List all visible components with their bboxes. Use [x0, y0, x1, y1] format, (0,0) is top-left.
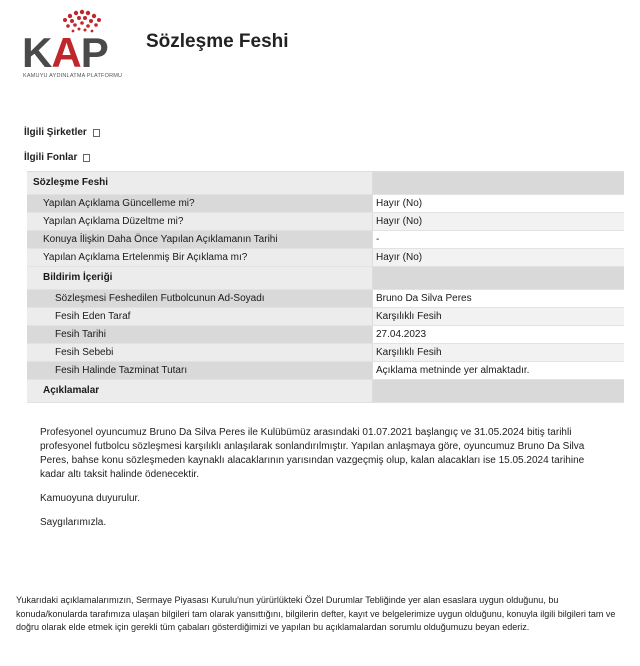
notice-title: Bildirim İçeriği — [27, 267, 372, 289]
explanations-title: Açıklamalar — [27, 380, 372, 402]
body-paragraph: Saygılarımızla. — [40, 517, 107, 528]
section-title: Sözleşme Feshi — [27, 172, 372, 194]
table-row — [27, 195, 624, 213]
logo-p: P — [80, 29, 108, 76]
row-label: Fesih Eden Taraf — [27, 308, 372, 325]
related-funds[interactable] — [24, 152, 90, 163]
row-value: 27.04.2023 — [372, 326, 624, 343]
row-label: Konuya İlişkin Daha Önce Yapılan Açıklamanın Tarihi — [27, 231, 372, 248]
explanation-body — [40, 426, 600, 540]
table-row — [27, 344, 624, 362]
row-value: Hayır (No) — [372, 249, 624, 266]
legal-disclaimer: Yukarıdaki açıklamalarımızın, Sermaye Piyasası Kurulu'nun yürürlükteki Özel Durumlar Tebliğinde yer alan esaslara uygun olduğunu, bu konuda/konularda tarafımıza ulaşan bilgileri tam olarak yansıttığını, bilgilerin defter, kayıt ve belgelerimize uygun olduğunu, konuyla ilgili bilgileri tam ve doğru olarak elde etmek için gerekli tüm çabaları gösterdiğimizi ve yapılan bu açıklamalardan sorumlu olduğumuzu beyan ederiz. — [16, 595, 616, 632]
row-value: Hayır (No) — [372, 195, 624, 212]
logo-wordmark — [22, 29, 108, 76]
page-title: Sözleşme Feshi — [146, 31, 289, 52]
row-value: Karşılıklı Fesih — [372, 344, 624, 361]
body-paragraph: Kamuoyuna duyurulur. — [40, 493, 141, 504]
table-row — [27, 231, 624, 249]
row-value: Karşılıklı Fesih — [372, 308, 624, 325]
kap-logo[interactable] — [22, 6, 134, 84]
expand-icon[interactable] — [93, 129, 100, 137]
logo-subtitle: KAMUYU AYDINLATMA PLATFORMU — [23, 73, 123, 79]
related-companies[interactable] — [24, 127, 100, 138]
table-row — [27, 290, 624, 308]
related-funds-label: İlgili Fonlar — [24, 152, 78, 163]
table-row — [27, 213, 624, 231]
row-value: Hayır (No) — [372, 213, 624, 230]
row-label: Yapılan Açıklama Güncelleme mi? — [27, 195, 372, 212]
row-value: Bruno Da Silva Peres — [372, 290, 624, 307]
expand-icon[interactable] — [83, 154, 90, 162]
header — [22, 6, 622, 86]
body-paragraph: Profesyonel oyuncumuz Bruno Da Silva Peres ile Kulübümüz arasındaki 01.07.2021 başlangıç ve 31.05.2024 bitiş tarihli profesyonel futbolcu sözleşmesi karşılıklı anlaşılarak sonlandırılmıştır. Yapılan anlaşmaya göre, oyuncumuz Bruno Da Silva Peres, bahse konu sözleşmeden kaynaklı alacaklarının yarısından vazgeçmiş olup, kalan alacakları ise 15.05.2024 tarihine kadar altı taksit halinde ödenecektir. — [40, 427, 585, 480]
related-companies-label: İlgili Şirketler — [24, 127, 87, 138]
notice-header-row — [27, 267, 624, 290]
disclosure-table — [27, 171, 624, 403]
row-value: Açıklama metninde yer almaktadır. — [372, 362, 624, 379]
explanations-header-row — [27, 380, 624, 403]
logo-a: A — [51, 29, 81, 76]
row-label: Fesih Sebebi — [27, 344, 372, 361]
section-header-row — [27, 172, 624, 195]
row-value: - — [372, 231, 624, 248]
table-row — [27, 249, 624, 267]
row-label: Fesih Halinde Tazminat Tutarı — [27, 362, 372, 379]
table-row — [27, 326, 624, 344]
row-label: Yapılan Açıklama Ertelenmiş Bir Açıklama mı? — [27, 249, 372, 266]
table-row — [27, 308, 624, 326]
row-label: Yapılan Açıklama Düzeltme mi? — [27, 213, 372, 230]
table-row — [27, 362, 624, 380]
logo-k: K — [22, 29, 52, 76]
row-label: Sözleşmesi Feshedilen Futbolcunun Ad-Soyadı — [27, 290, 372, 307]
row-label: Fesih Tarihi — [27, 326, 372, 343]
